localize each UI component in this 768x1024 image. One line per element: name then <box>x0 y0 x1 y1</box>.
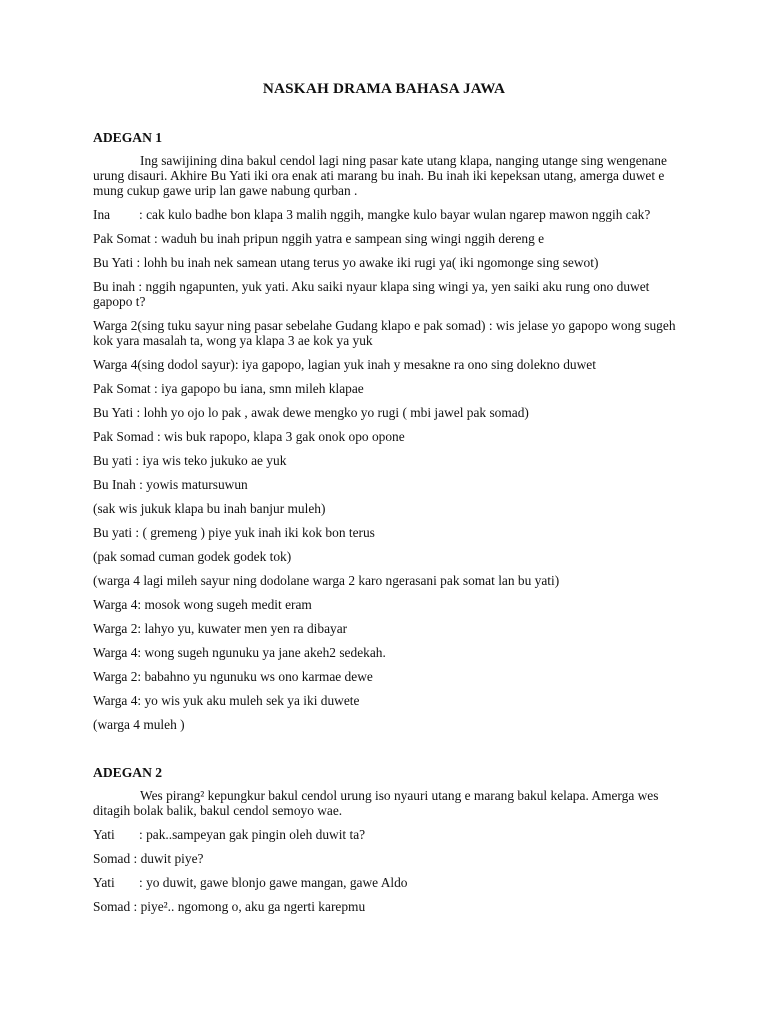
dialogue-line: Warga 2: babahno yu ngunuku ws ono karmae dewe <box>93 669 373 684</box>
dialogue-line <box>93 875 683 890</box>
speaker-name: Yati <box>93 827 115 842</box>
dialogue-line: Warga 2: lahyo yu, kuwater men yen ra dibayar <box>93 621 348 636</box>
dialogue-line: Warga 4: mosok wong sugeh medit eram <box>93 597 312 612</box>
dialogue-line <box>93 827 683 842</box>
document-title: NASKAH DRAMA BAHASA JAWA <box>262 80 506 97</box>
dialogue-text: : pak..sampeyan gak pingin oleh duwit ta? <box>139 827 366 842</box>
stage-direction: (warga 4 lagi mileh sayur ning dodolane warga 2 karo ngerasani pak somat lan bu yati) <box>93 573 560 588</box>
dialogue-line: Warga 4: wong sugeh ngunuku ya jane akeh2 sedekah. <box>93 645 386 660</box>
dialogue-line: Warga 2(sing tuku sayur ning pasar sebelahe Gudang klapo e pak somad) : wis jelase yo gapopo wong sugeh kok yara masalah ta, wong ya klapa 3 ae kok ya yuk <box>93 318 676 348</box>
dialogue-line: Pak Somat : waduh bu inah pripun nggih yatra e sampean sing wingi nggih dereng e <box>93 231 545 246</box>
dialogue-line: Pak Somat : iya gapopo bu iana, smn mileh klapae <box>93 381 364 396</box>
stage-direction: (sak wis jukuk klapa bu inah banjur muleh) <box>93 501 326 516</box>
scene-2-narration: Wes pirang² kepungkur bakul cendol urung iso nyauri utang e marang bakul kelapa. Amerga wes ditagih bolak balik, bakul cendol semoyo wae. <box>93 788 659 818</box>
dialogue-line: Bu yati : iya wis teko jukuko ae yuk <box>93 453 287 468</box>
speaker-name: Ina <box>93 207 111 222</box>
dialogue-line: Pak Somad : wis buk rapopo, klapa 3 gak onok opo opone <box>93 429 405 444</box>
dialogue-line: Warga 4: yo wis yuk aku muleh sek ya iki duwete <box>93 693 360 708</box>
dialogue-line: Bu inah : nggih ngapunten, yuk yati. Aku saiki nyaur klapa sing wingi ya, yen saiki aku rung ono duwet gapopo t? <box>93 279 650 309</box>
dialogue-line: Bu yati : ( gremeng ) piye yuk inah iki kok bon terus <box>93 525 375 540</box>
dialogue-line: Bu Yati : lohh yo ojo lo pak , awak dewe mengko yo rugi ( mbi jawel pak somad) <box>93 405 529 420</box>
scene-spacer <box>93 741 683 765</box>
stage-direction: (warga 4 muleh ) <box>93 717 185 732</box>
scene-2-heading: ADEGAN 2 <box>93 765 163 780</box>
dialogue-line: Bu Yati : lohh bu inah nek samean utang terus yo awake iki rugi ya( iki ngomonge sing sewot) <box>93 255 599 270</box>
scene-1-narration: Ing sawijining dina bakul cendol lagi ning pasar kate utang klapa, nanging utange sing wengenane urung disauri. Akhire Bu Yati iki ora enak ati marang bu inah. Bu inah iki kepeksan utang, amerga duwet e mung cukup gawe urip lan gawe nabung qurban . <box>93 153 667 198</box>
stage-direction: (pak somad cuman godek godek tok) <box>93 549 292 564</box>
dialogue-text: : cak kulo badhe bon klapa 3 malih nggih, mangke kulo bayar wulan ngarep mawon nggih cak? <box>139 207 651 222</box>
dialogue-line: Bu Inah : yowis matursuwun <box>93 477 248 492</box>
dialogue-line: Somad : piye².. ngomong o, aku ga ngerti karepmu <box>93 899 366 914</box>
document-body <box>93 130 683 923</box>
speaker-name: Yati <box>93 875 115 890</box>
scene-1-heading: ADEGAN 1 <box>93 130 163 145</box>
dialogue-line <box>93 207 683 222</box>
dialogue-line: Somad : duwit piye? <box>93 851 204 866</box>
dialogue-text: : yo duwit, gawe blonjo gawe mangan, gawe Aldo <box>139 875 408 890</box>
dialogue-line: Warga 4(sing dodol sayur): iya gapopo, lagian yuk inah y mesakne ra ono sing dolekno duwet <box>93 357 596 372</box>
